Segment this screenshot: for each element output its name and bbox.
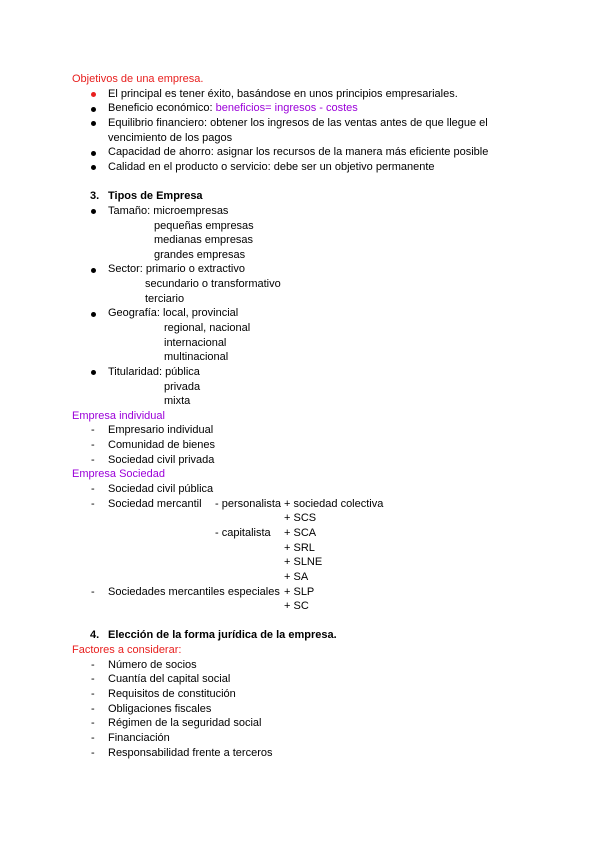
- geografia-value: multinacional: [164, 351, 229, 363]
- dash-marker: -: [91, 732, 95, 744]
- factor-item: Responsabilidad frente a terceros: [108, 747, 273, 759]
- capitalista-item: + SCA: [284, 527, 317, 539]
- titularidad-value: mixta: [164, 395, 191, 407]
- dash-marker: -: [91, 483, 95, 495]
- bullet-icon: [91, 165, 96, 170]
- factor-item: Cuantía del capital social: [108, 673, 231, 685]
- sociedad-title: Empresa Sociedad: [72, 468, 165, 480]
- dash-marker: -: [91, 717, 95, 729]
- objetivos-title: Objetivos de una empresa.: [72, 73, 204, 85]
- objetivo-item-2-label: Beneficio económico:: [108, 102, 216, 114]
- bullet-icon: [91, 312, 96, 317]
- dash-marker: -: [91, 703, 95, 715]
- dash-marker: -: [91, 673, 95, 685]
- individual-item: Empresario individual: [108, 424, 214, 436]
- factor-item: Número de socios: [108, 659, 197, 671]
- especiales-item: + SLP: [284, 586, 315, 598]
- tamano-value: grandes empresas: [154, 249, 246, 261]
- objetivo-item-3: Equilibrio financiero: obtener los ingresos de las ventas antes de que llegue el: [108, 117, 488, 129]
- bullet-icon: [91, 209, 96, 214]
- bullet-icon: [91, 121, 96, 126]
- personalista-item: + SCS: [284, 512, 317, 524]
- dash-marker: -: [91, 747, 95, 759]
- bullet-icon: [91, 268, 96, 273]
- dash-marker: -: [91, 454, 95, 466]
- factor-item: Requisitos de constitución: [108, 688, 236, 700]
- sociedades-especiales: Sociedades mercantiles especiales: [108, 586, 280, 598]
- factor-item: Régimen de la seguridad social: [108, 717, 262, 729]
- sociedad-civil: Sociedad civil pública: [108, 483, 214, 495]
- tamano-label: Tamaño: microempresas: [108, 205, 229, 217]
- bullet-icon: [91, 107, 96, 112]
- dash-marker: -: [91, 586, 95, 598]
- factor-item: Obligaciones fiscales: [108, 703, 212, 715]
- geografia-label: Geografía: local, provincial: [108, 307, 239, 319]
- sector-value: secundario o transformativo: [145, 278, 281, 290]
- titularidad-label: Titularidad: pública: [108, 366, 200, 378]
- bullet-icon: [91, 151, 96, 156]
- titularidad-value: privada: [164, 381, 201, 393]
- section-number-3: 3.: [90, 190, 100, 202]
- dash-marker: -: [91, 659, 95, 671]
- objetivo-item-2: [108, 101, 358, 115]
- sector-value: terciario: [145, 293, 185, 305]
- objetivo-item-4: Capacidad de ahorro: asignar los recursos de la manera más eficiente posible: [108, 146, 489, 158]
- tamano-value: medianas empresas: [154, 234, 254, 246]
- factores-title: Factores a considerar:: [72, 644, 182, 656]
- sociedad-mercantil: Sociedad mercantil: [108, 498, 202, 510]
- bullet-icon: [91, 92, 96, 97]
- individual-item: Sociedad civil privada: [108, 454, 215, 466]
- sector-label: Sector: primario o extractivo: [108, 263, 245, 275]
- tamano-value: pequeñas empresas: [154, 220, 254, 232]
- factor-item: Financiación: [108, 732, 170, 744]
- section-number-4: 4.: [90, 629, 100, 641]
- capitalista-item: + SRL: [284, 542, 315, 554]
- tipos-heading: Tipos de Empresa: [108, 190, 203, 202]
- individual-item: Comunidad de bienes: [108, 439, 216, 451]
- objetivo-item-5: Calidad en el producto o servicio: debe ser un objetivo permanente: [108, 161, 435, 173]
- objetivo-item-1: El principal es tener éxito, basándose en unos principios empresariales.: [108, 88, 458, 100]
- eleccion-heading: Elección de la forma jurídica de la empresa.: [108, 629, 337, 641]
- especiales-item: + SC: [284, 600, 309, 612]
- capitalista-label: - capitalista: [215, 527, 271, 539]
- capitalista-item: + SA: [284, 571, 309, 583]
- bullet-icon: [91, 370, 96, 375]
- objetivo-item-3-cont: vencimiento de los pagos: [108, 132, 233, 144]
- capitalista-item: + SLNE: [284, 556, 323, 568]
- dash-marker: -: [91, 439, 95, 451]
- dash-marker: -: [91, 498, 95, 510]
- beneficio-formula: beneficios= ingresos - costes: [215, 102, 358, 114]
- individual-title: Empresa individual: [72, 410, 165, 422]
- geografia-value: internacional: [164, 337, 227, 349]
- personalista-item: + sociedad colectiva: [284, 498, 384, 510]
- dash-marker: -: [91, 424, 95, 436]
- dash-marker: -: [91, 688, 95, 700]
- geografia-value: regional, nacional: [164, 322, 251, 334]
- personalista-label: - personalista: [215, 498, 282, 510]
